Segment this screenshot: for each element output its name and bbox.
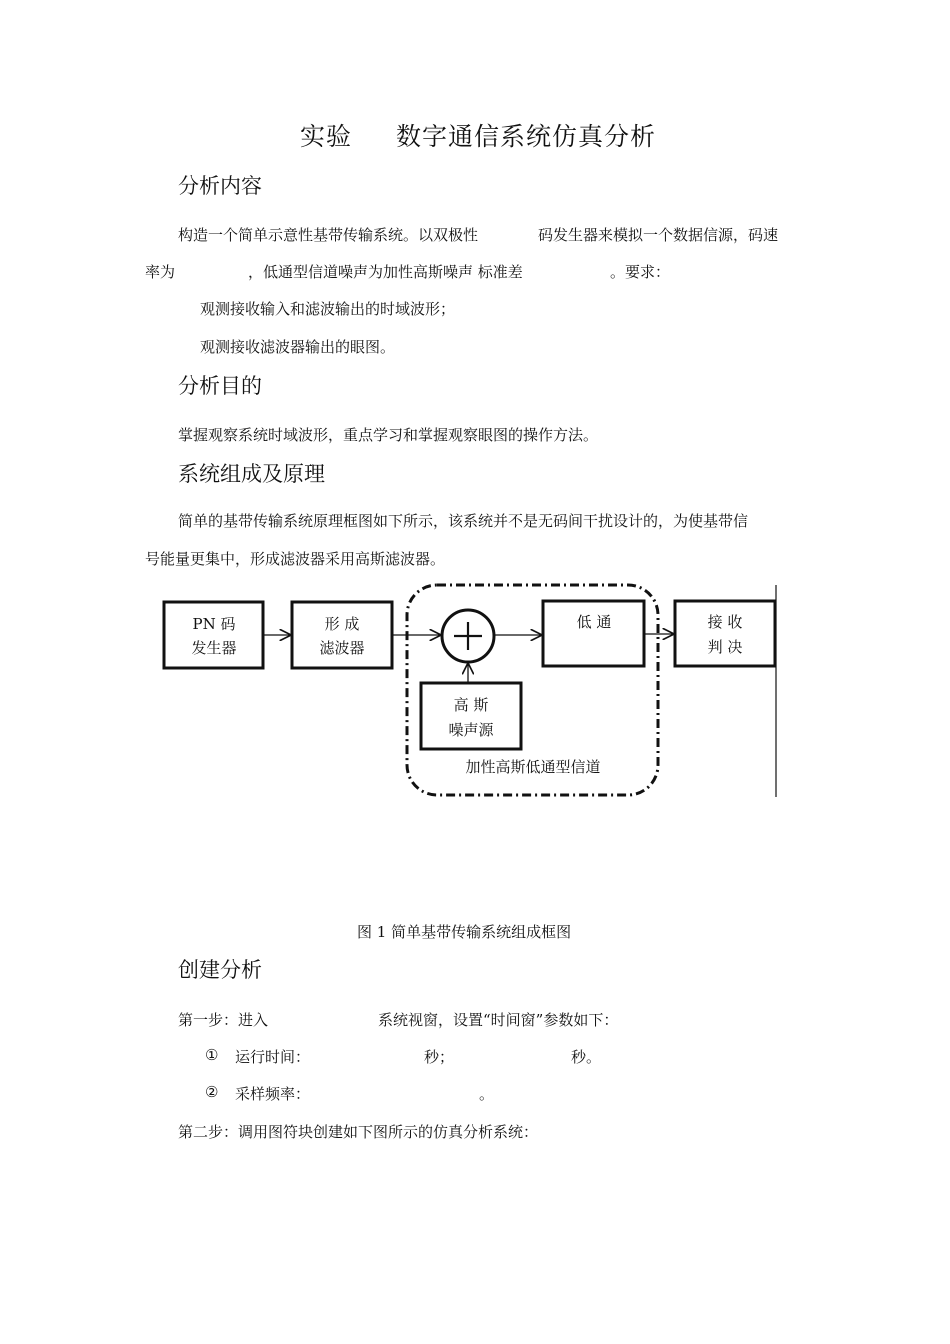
- paragraph-text: 号能量更集中，形成滤波器采用高斯滤波器。: [145, 550, 446, 568]
- paragraph-text: ，低通型信道噪声为加性高斯噪声 标准差: [248, 263, 523, 281]
- step-text: 第二步：调用图符块创建如下图所示的仿真分析系统：: [178, 1123, 539, 1141]
- paragraph-text: 构造一个简单示意性基带传输系统。以双极性: [178, 226, 479, 244]
- shaping-filter-block: [292, 602, 392, 668]
- receiver-label: 接 收: [707, 613, 743, 631]
- section-heading-system: 系统组成及原理: [178, 462, 325, 486]
- pn-generator-block: [164, 602, 263, 668]
- item-text: 秒；: [424, 1048, 455, 1066]
- page-title: 数字通信系统仿真分析: [396, 122, 657, 151]
- item-text: 。: [479, 1085, 495, 1103]
- pn-generator-label: PN 码: [192, 615, 236, 633]
- item-text: 秒。: [571, 1048, 602, 1066]
- channel-label: 加性高斯低通型信道: [465, 758, 601, 776]
- paragraph-text: 掌握观察系统时域波形，重点学习和掌握观察眼图的操作方法。: [178, 426, 599, 444]
- noise-source-block: [421, 683, 521, 749]
- receiver-label: 判 决: [707, 638, 743, 656]
- item-number: ①: [205, 1046, 219, 1064]
- item-label: 采样频率：: [235, 1085, 311, 1103]
- page-title-prefix: 实验: [300, 122, 353, 151]
- paragraph-text: 简单的基带传输系统原理框图如下所示，该系统并不是无码间干扰设计的，为使基带信: [178, 512, 749, 530]
- section-heading-create: 创建分析: [178, 958, 262, 982]
- requirement-item: 观测接收滤波器输出的眼图。: [200, 338, 396, 356]
- requirement-item: 观测接收输入和滤波输出的时域波形；: [200, 300, 456, 318]
- receiver-decision-block: [675, 601, 775, 666]
- pn-generator-label: 发生器: [191, 639, 237, 657]
- item-number: ②: [205, 1083, 219, 1101]
- section-heading-purpose: 分析目的: [178, 374, 262, 398]
- paragraph-text: 率为: [145, 263, 176, 281]
- figure-caption: 图 1 简单基带传输系统组成框图: [357, 923, 572, 941]
- paragraph-text: 码发生器来模拟一个数据信源，码速: [538, 226, 779, 244]
- item-label: 运行时间：: [235, 1048, 311, 1066]
- step-text: 第一步：进入: [178, 1011, 269, 1029]
- lowpass-label: 低 通: [576, 613, 612, 631]
- section-heading-content: 分析内容: [178, 174, 262, 198]
- lowpass-block: [543, 601, 644, 666]
- paragraph-text: 。要求：: [610, 263, 671, 281]
- shaping-filter-label: 滤波器: [319, 639, 365, 657]
- step-text: 系统视窗，设置“时间窗”参数如下：: [378, 1011, 619, 1029]
- shaping-filter-label: 形 成: [324, 615, 360, 633]
- noise-source-label: 噪声源: [448, 721, 494, 739]
- noise-source-label: 高 斯: [453, 696, 489, 714]
